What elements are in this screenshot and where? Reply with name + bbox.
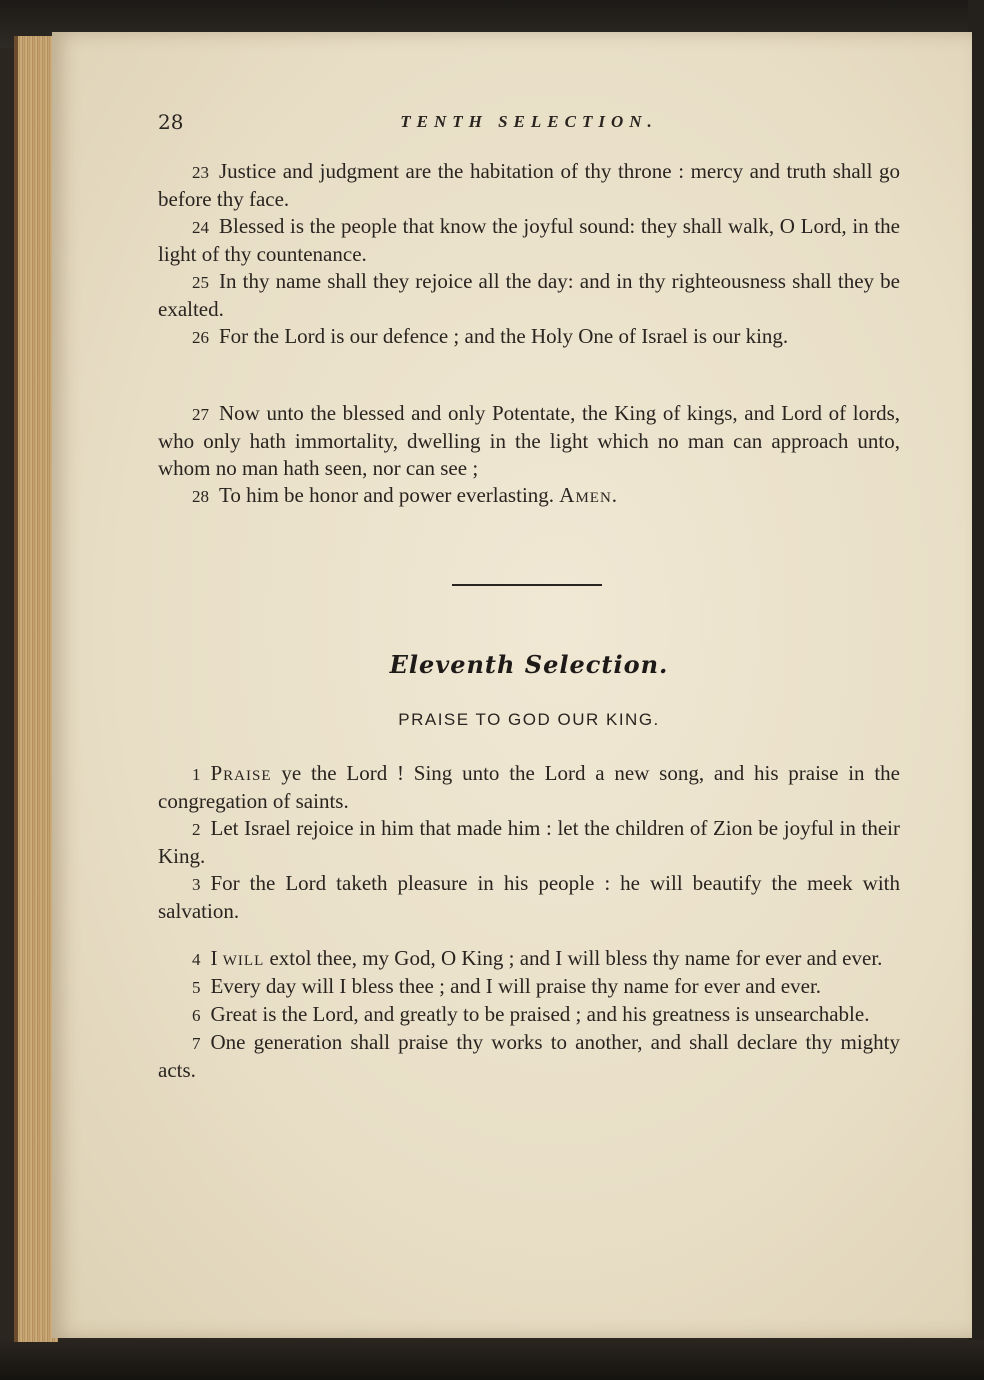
verse-lead-smallcaps: Praise (210, 761, 272, 785)
verse-text: To him be honor and power everlasting. (219, 483, 555, 507)
verse-text: Now unto the blessed and only Potentate, the King of kings, and Lord of lords, who only hath immortality, dwelling in the light which no man can approach unto, whom no man hath seen, nor can see ; (158, 401, 900, 480)
verse-lead: I (210, 946, 218, 970)
verse (158, 1001, 900, 1029)
verse (158, 323, 900, 351)
verse-number: 25 (192, 273, 209, 292)
verse (158, 945, 900, 973)
verse-text: Every day will I bless thee ; and I will praise thy name for ever and ever. (210, 974, 822, 998)
verse-text: In thy name shall they rejoice all the day: and in thy righteousness shall they be exalted. (158, 269, 900, 321)
verse-text: Great is the Lord, and greatly to be praised ; and his greatness is unsearchable. (210, 1002, 870, 1026)
verse (158, 1029, 900, 1084)
eleventh-selection-group-2 (158, 945, 900, 1084)
verse-text: Let Israel rejoice in him that made him : let the children of Zion be joyful in their King. (158, 816, 900, 868)
running-title: TENTH SELECTION. (400, 112, 658, 131)
verse-text: Justice and judgment are the habitation of thy throne : mercy and truth shall go before thy face. (158, 159, 900, 211)
tenth-selection-group-2 (158, 400, 900, 510)
verse-number: 4 (192, 950, 201, 969)
verse (158, 158, 900, 213)
verse (158, 870, 900, 925)
running-head (158, 110, 900, 140)
tenth-selection-group-1 (158, 158, 900, 351)
verse-text: ye the Lord ! Sing unto the Lord a new song, and his praise in the congregation of saints. (158, 761, 900, 813)
verse-number: 2 (192, 820, 201, 839)
verse (158, 815, 900, 870)
verse-text: extol thee, my God, O King ; and I will bless thy name for ever and ever. (269, 946, 883, 970)
page-number: 28 (158, 110, 184, 134)
verse-number: 24 (192, 218, 209, 237)
verse-number: 28 (192, 487, 209, 506)
verse-number: 26 (192, 328, 209, 347)
section-subtitle: PRAISE TO GOD OUR KING. (398, 710, 660, 729)
verse-number: 23 (192, 163, 209, 182)
verse-number: 27 (192, 405, 209, 424)
verse (158, 973, 900, 1001)
verse (158, 400, 900, 482)
section-title: Eleventh Selection. (389, 650, 669, 679)
verse-number: 3 (192, 875, 201, 894)
verse (158, 213, 900, 268)
book-cover-bottom (0, 1340, 984, 1380)
verse-number: 7 (192, 1034, 201, 1053)
amen-smallcaps: Amen. (559, 483, 619, 507)
verse (158, 760, 900, 815)
verse-text: Blessed is the people that know the joyful sound: they shall walk, O Lord, in the light of thy countenance. (158, 214, 900, 266)
verse-lead-smallcaps: will (222, 946, 265, 970)
verse (158, 268, 900, 323)
verse-text: For the Lord is our defence ; and the Holy One of Israel is our king. (219, 324, 789, 348)
verse-text: For the Lord taketh pleasure in his people : he will beautify the meek with salvation. (158, 871, 900, 923)
verse-text: One generation shall praise thy works to another, and shall declare thy mighty acts. (158, 1030, 900, 1082)
verse-number: 1 (192, 765, 201, 784)
verse (158, 482, 900, 510)
verse-number: 5 (192, 978, 201, 997)
verse-number: 6 (192, 1006, 201, 1025)
section-divider (452, 584, 602, 586)
eleventh-selection-group-1 (158, 760, 900, 925)
